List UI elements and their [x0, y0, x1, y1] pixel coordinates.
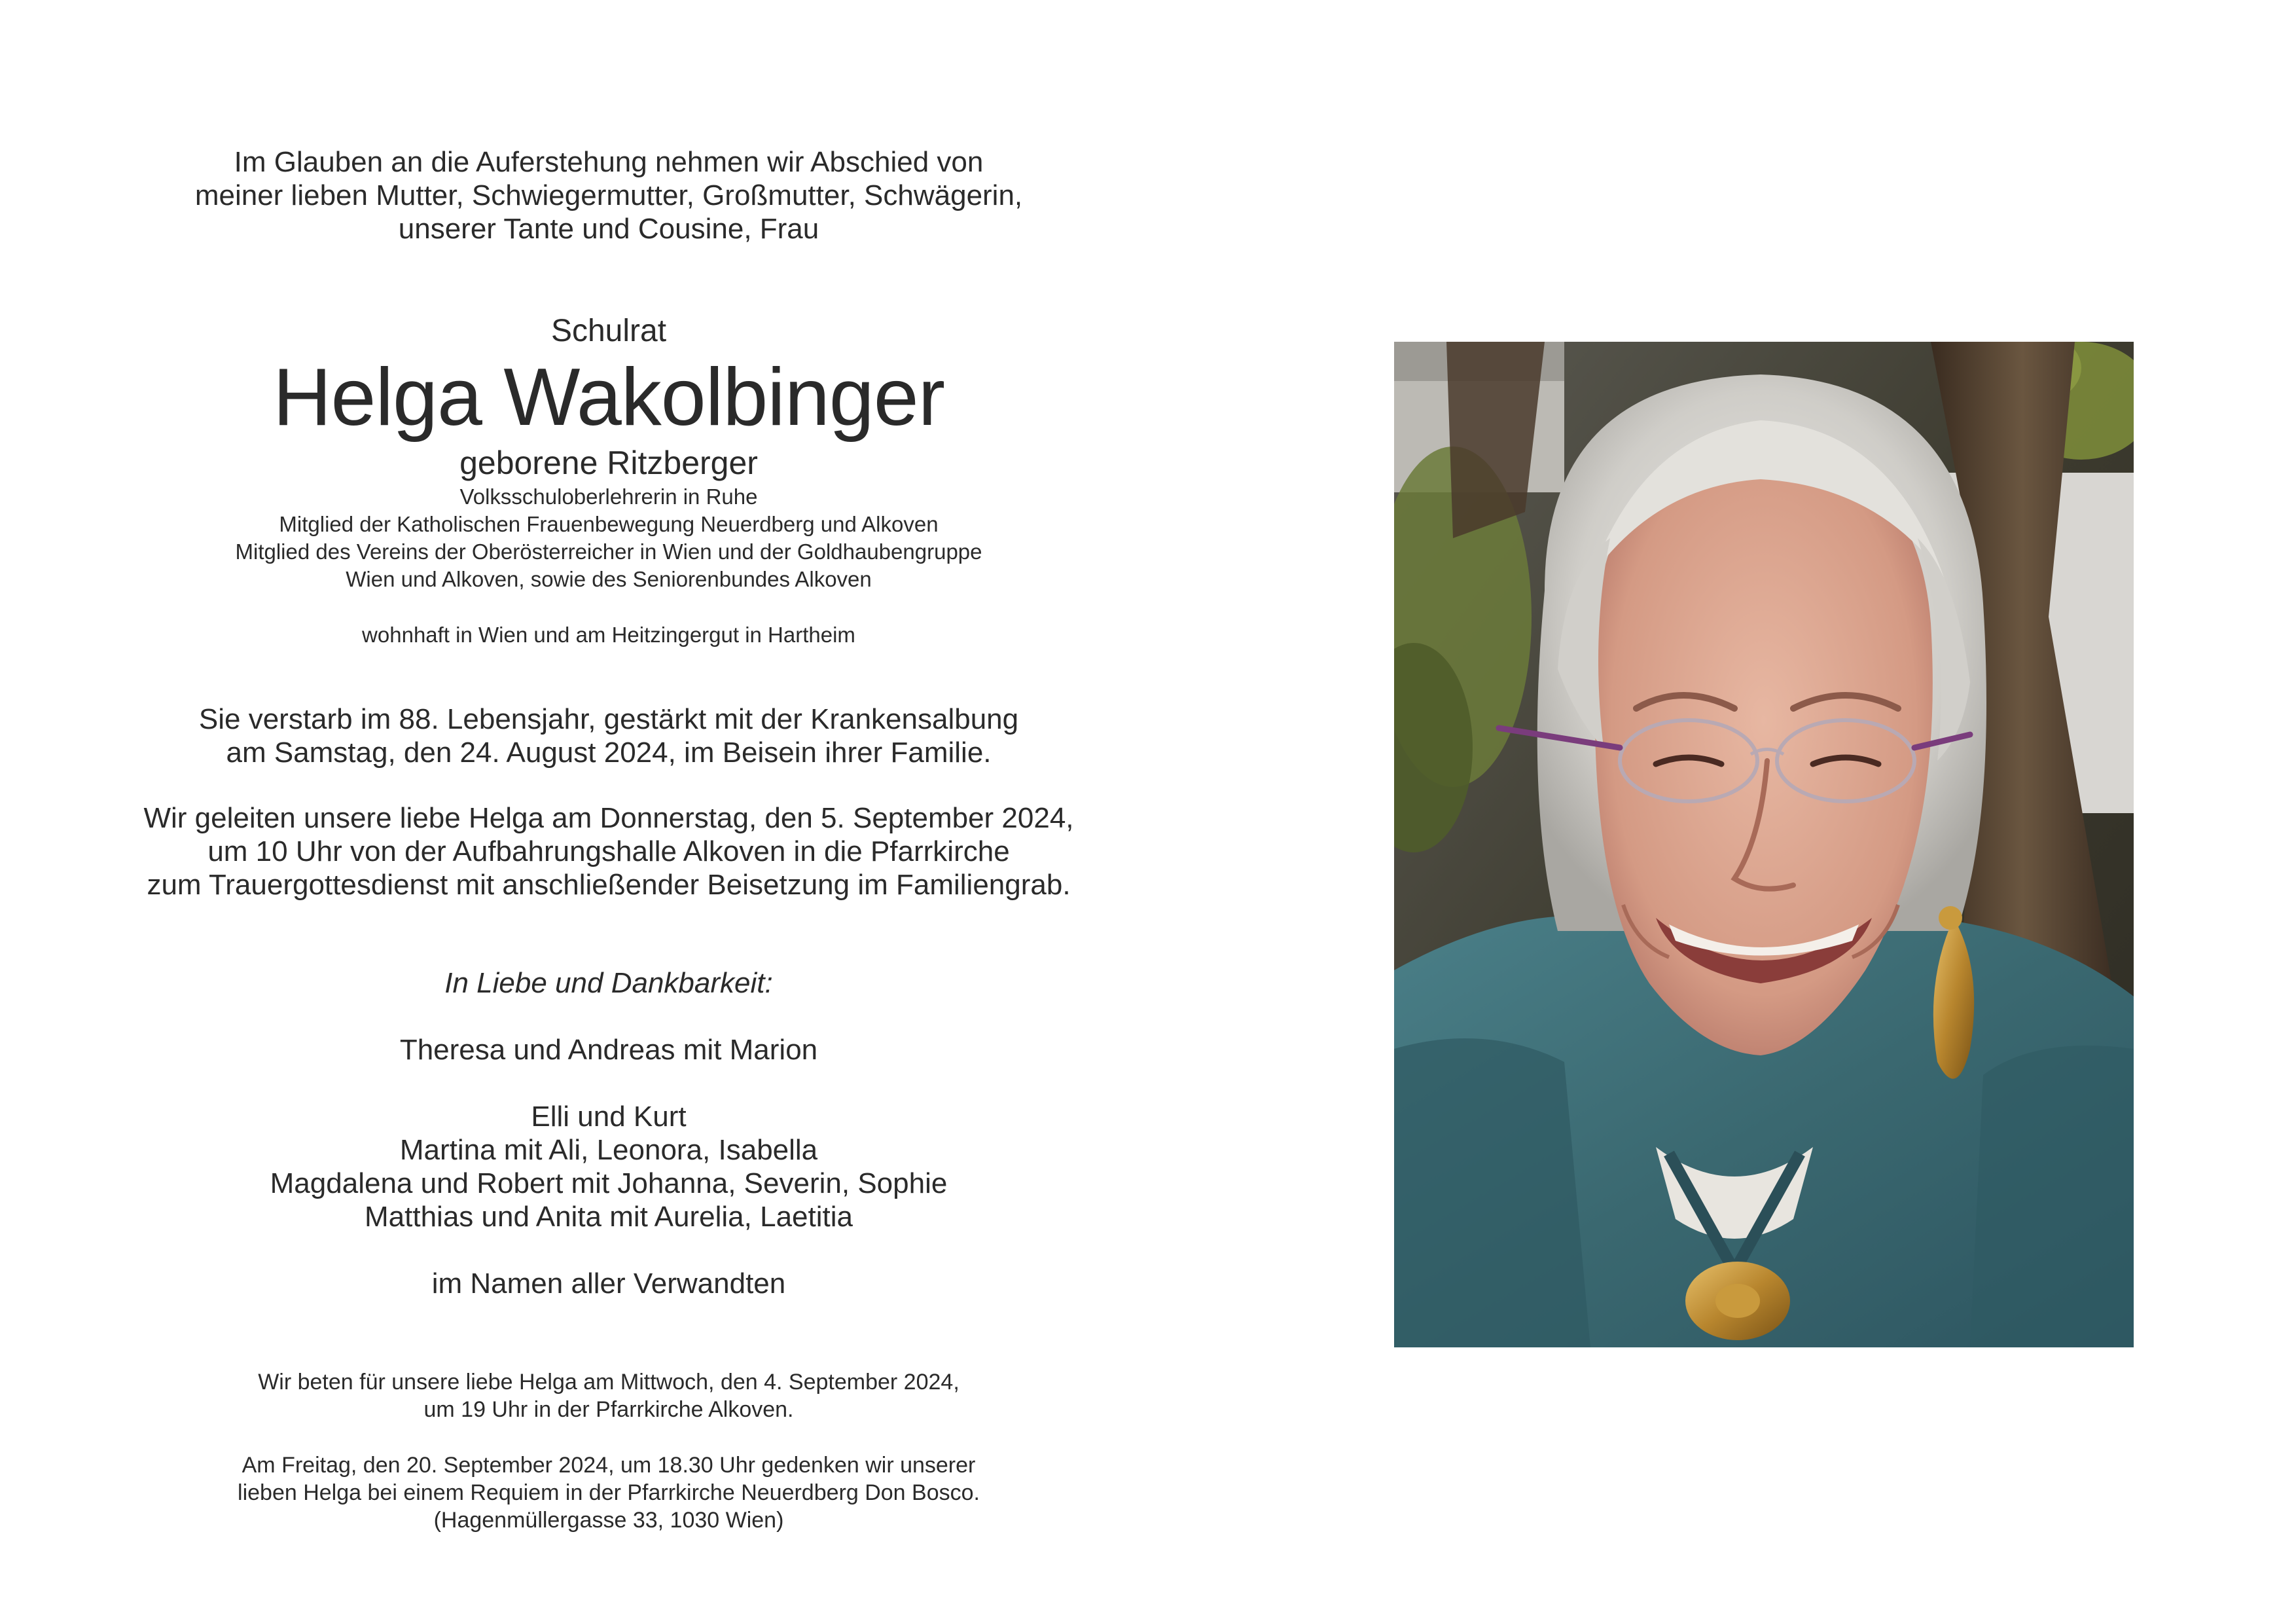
roles-list — [105, 483, 1113, 593]
prayer-notice — [105, 1368, 1113, 1423]
funeral-notice — [105, 801, 1113, 902]
intro-line: meiner lieben Mutter, Schwiegermutter, Großmutter, Schwägerin, — [194, 179, 1023, 211]
intro-line: Im Glauben an die Auferstehung nehmen wir Abschied von — [234, 146, 984, 178]
relatives-closing: im Namen aller Verwandten — [431, 1267, 786, 1300]
prayer-line: um 19 Uhr in der Pfarrkirche Alkoven. — [423, 1397, 794, 1422]
prayer-line: Wir beten für unsere liebe Helga am Mittwoch, den 4. September 2024, — [258, 1370, 960, 1395]
funeral-line: um 10 Uhr von der Aufbahrungshalle Alkoven in die Pfarrkirche — [207, 835, 1010, 867]
death-line: am Samstag, den 24. August 2024, im Beisein ihrer Familie. — [226, 737, 992, 769]
intro-text — [105, 145, 1113, 246]
deceased-name: Helga Wakolbinger — [272, 352, 945, 443]
mourner-line: Martina mit Ali, Leonora, Isabella — [399, 1134, 818, 1166]
requiem-line: (Hagenmüllergasse 33, 1030 Wien) — [433, 1508, 784, 1533]
portrait-photo — [1394, 342, 2134, 1347]
portrait-photo-icon — [1394, 342, 2134, 1347]
requiem-line: Am Freitag, den 20. September 2024, um 18.30 Uhr gedenken wir unserer — [242, 1453, 976, 1478]
residence-text: wohnhaft in Wien und am Heitzingergut in Hartheim — [362, 623, 855, 647]
requiem-line: lieben Helga bei einem Requiem in der Pfarrkirche Neuerdberg Don Bosco. — [238, 1480, 980, 1505]
role-line: Mitglied des Vereins der Oberösterreicher in Wien und der Goldhaubengruppe — [235, 539, 982, 564]
intro-line: unserer Tante und Cousine, Frau — [398, 213, 819, 245]
role-line: Volksschuloberlehrerin in Ruhe — [459, 484, 758, 509]
role-line: Mitglied der Katholischen Frauenbewegung Neuerdberg und Alkoven — [279, 512, 939, 536]
mourner-line: Matthias und Anita mit Aurelia, Laetitia — [365, 1201, 853, 1233]
mourners-group-2 — [105, 1100, 1113, 1233]
role-line: Wien und Alkoven, sowie des Seniorenbundes Alkoven — [346, 567, 872, 591]
funeral-line: zum Trauergottesdienst mit anschließender Beisetzung im Familiengrab. — [147, 869, 1071, 901]
honorific-title: Schulrat — [550, 314, 667, 348]
death-notice — [105, 702, 1113, 769]
death-line: Sie verstarb im 88. Lebensjahr, gestärkt mit der Krankensalbung — [198, 703, 1019, 735]
mourners-heading: In Liebe und Dankbarkeit: — [444, 967, 773, 999]
maiden-name: geborene Ritzberger — [459, 445, 758, 481]
mourners-group-1 — [105, 1033, 1113, 1067]
mourner-line: Magdalena und Robert mit Johanna, Severin, Sophie — [270, 1167, 948, 1199]
requiem-notice — [105, 1451, 1113, 1534]
funeral-line: Wir geleiten unsere liebe Helga am Donnerstag, den 5. September 2024, — [143, 802, 1074, 834]
mourner-line: Elli und Kurt — [531, 1101, 687, 1133]
mourner-line: Theresa und Andreas mit Marion — [399, 1034, 818, 1066]
